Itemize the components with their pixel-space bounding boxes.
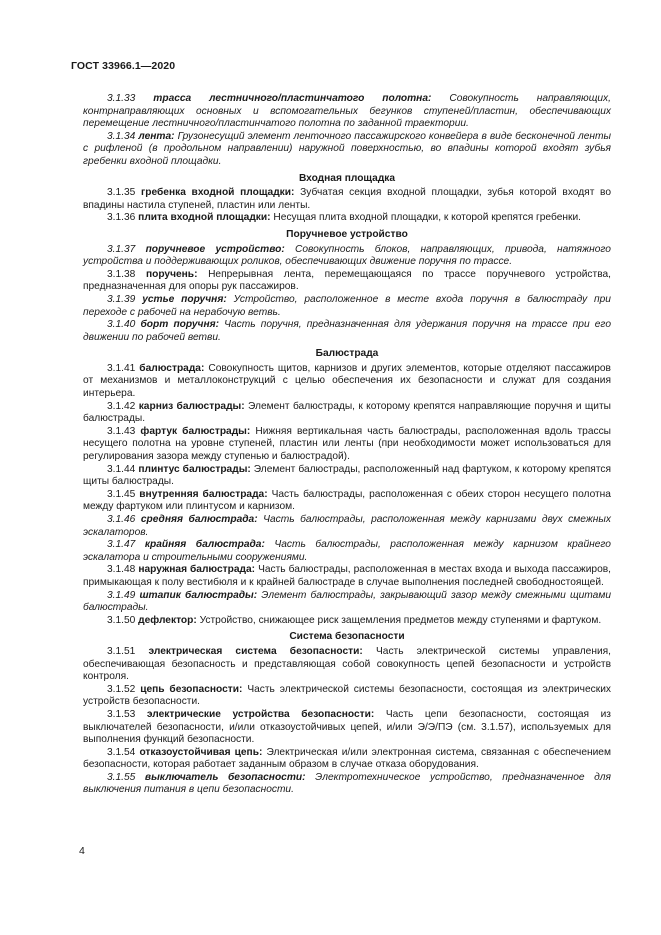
clause-number: 3.1.34 — [107, 130, 136, 142]
term-definition — [83, 539, 611, 564]
definition-text: Совокупность блоков, направляющих, привода, натяжного устройства и поддерживающих роликов, обеспечивающих движение поручня по трассе. — [83, 243, 611, 268]
definition-text: Устройство, расположенное в месте входа поручня в балюстраду при переходе с рабочей на нерабочую ветвь. — [83, 293, 611, 318]
definition-text: Электрическая и/или электронная система, связанная с обеспечением безопасности, которая работает заданным образом в случае отказа оборудования. — [83, 746, 611, 771]
definition-text: Совокупность щитов, карнизов и других элементов, которые отделяют пассажиров от механизмов и металлоконструкций с целью обеспечения их безопасности и служат для создания интерьера. — [83, 362, 611, 400]
clause-number: 3.1.48 — [107, 564, 136, 576]
term-definition — [83, 772, 611, 797]
document-header: ГОСТ 33966.1—2020 — [71, 60, 176, 72]
definition-text: Часть электрической системы безопасности, состоящая из электрических устройств безопасности. — [83, 683, 611, 708]
clause-number: 3.1.55 — [107, 771, 136, 783]
definition-text: Совокупность направляющих, контрнаправляющих основных и вспомогательных бегунков ступеней/пластин, обеспечивающих перемещение лестничного/пластинчатого полотна по заданной траектории. — [83, 93, 611, 130]
term-name: борт поручня: — [140, 319, 219, 331]
term-name: поручень: — [145, 268, 198, 280]
clause-number: 3.1.42 — [107, 400, 136, 412]
clause-number: 3.1.50 — [107, 614, 136, 626]
term-name: крайняя балюстрада: — [144, 539, 265, 551]
clause-number: 3.1.39 — [107, 293, 136, 305]
term-name: плита входной площадки: — [138, 212, 271, 224]
definition-text: Часть балюстрады, расположенная в местах входа и выхода пассажиров, примыкающая к полу вестибюля и к крайней балюстраде в случае выполнения последней свободностоящей. — [83, 564, 611, 588]
term-name: лента: — [138, 130, 175, 142]
term-definition — [83, 426, 611, 464]
term-name: отказоустойчивая цепь: — [139, 746, 263, 758]
clause-number: 3.1.35 — [107, 187, 136, 199]
definition-text: Элемент балюстрады, закрывающий зазор между смежными щитами балюстрады. — [83, 589, 611, 614]
term-definition — [83, 363, 611, 401]
term-name: балюстрада: — [139, 362, 205, 374]
term-name: штапик балюстрады: — [139, 589, 258, 601]
term-definition — [83, 464, 611, 489]
section-heading: Поручневое устройство — [286, 228, 408, 240]
clause-number: 3.1.37 — [107, 243, 136, 255]
term-definition — [83, 212, 611, 225]
term-definition — [83, 319, 611, 344]
page-number: 4 — [79, 845, 85, 857]
definition-text: Нижняя вертикальная часть балюстрады, расположенная вдоль трассы несущего полотна на уровне ступеней, пластин или ленты (при необходимости может использоваться для регулирования зазора между ступенью и балюстрадой). — [83, 425, 611, 463]
term-definition — [83, 93, 611, 131]
definition-text: Устройство, снижающее риск защемления предметов между ступенями и фартуком. — [199, 614, 602, 626]
term-name: электрическая система безопасности: — [148, 645, 363, 657]
term-name: плинтус балюстрады: — [138, 463, 251, 475]
clause-number: 3.1.33 — [107, 93, 136, 104]
term-name: карниз балюстрады: — [138, 400, 245, 412]
definition-text: Часть цепи безопасности, состоящая из выключателей безопасности, и/или отказоустойчивых цепей, и/или Э/Э/ПЭ (см. 3.1.57), используемых для выполнения функций безопасности. — [83, 708, 611, 746]
term-name: фартук балюстрады: — [140, 425, 251, 437]
clause-number: 3.1.40 — [107, 319, 136, 331]
definition-text: Несущая плита входной площадки, к которой крепятся гребенки. — [273, 212, 581, 224]
term-definition — [83, 244, 611, 269]
definition-text: Элемент балюстрады, расположенный над фартуком, к которому крепятся щиты балюстрады. — [83, 463, 611, 488]
term-definition — [83, 590, 611, 615]
term-definition — [83, 514, 611, 539]
definition-text: Элемент балюстрады, к которому крепятся направляющие поручня и щиты балюстрады. — [83, 400, 611, 425]
term-definition — [83, 564, 611, 589]
clause-number: 3.1.46 — [107, 514, 136, 525]
definition-text: Часть поручня, предназначенная для удержания поручня на трассе при его движении по рабочей ветви. — [83, 319, 611, 343]
term-name: выключатель безопасности: — [144, 771, 306, 783]
term-definition — [83, 709, 611, 747]
clause-number: 3.1.36 — [107, 212, 136, 224]
clause-number: 3.1.44 — [107, 463, 136, 475]
term-definition — [83, 646, 611, 684]
clause-number: 3.1.43 — [107, 425, 136, 437]
definition-text: Грузонесущий элемент ленточного пассажирского конвейера в виде бесконечной ленты с рифленой (в продольном направлении) наружной поверхностью, во впадины которой входят зубья гребенки входной площадки. — [83, 130, 611, 167]
definition-text: Электротехническое устройство, предназначенное для выключения питания в цепи безопасности. — [83, 771, 611, 796]
term-definition — [83, 684, 611, 709]
clause-number: 3.1.47 — [107, 539, 136, 551]
definition-text: Часть балюстрады, расположенная между карнизами двух смежных эскалаторов. — [83, 514, 611, 538]
section-heading: Входная площадка — [298, 172, 396, 184]
term-name: средняя балюстрада: — [140, 514, 258, 525]
definition-text: Непрерывная лента, перемещающаяся по трассе поручневого устройства, предназначенная для опоры рук пассажиров. — [83, 268, 611, 293]
term-name: трасса лестничного/пластинчатого полотна: — [153, 93, 432, 104]
term-name: дефлектор: — [138, 614, 197, 626]
term-name: электрические устройства безопасности: — [146, 708, 375, 720]
term-name: цепь безопасности: — [140, 683, 243, 695]
term-definition — [83, 294, 611, 319]
term-name: внутренняя балюстрада: — [139, 488, 268, 500]
term-name: устье поручня: — [142, 293, 227, 305]
definition-text: Часть балюстрады, расположенная с обеих сторон несущего полотна между фартуком или плинтусом и карнизом. — [83, 488, 611, 513]
term-definition — [83, 187, 611, 212]
document-body — [83, 93, 611, 797]
term-name: гребенка входной площадки: — [141, 187, 295, 199]
clause-number: 3.1.53 — [107, 708, 136, 720]
term-definition — [83, 489, 611, 514]
term-definition — [83, 615, 611, 628]
term-definition — [83, 269, 611, 294]
definition-text: Зубчатая секция входной площадки, зубья которой входят во впадины настила ступеней, пластин или ленты. — [83, 187, 612, 211]
clause-number: 3.1.52 — [107, 683, 136, 695]
term-definition — [83, 747, 611, 772]
section-heading: Система безопасности — [289, 631, 405, 643]
clause-number: 3.1.41 — [107, 362, 136, 374]
definition-text: Часть балюстрады, расположенная между карнизом крайнего эскалатора и строительными сооружениями. — [83, 539, 611, 563]
clause-number: 3.1.38 — [107, 268, 136, 280]
term-name: наружная балюстрада: — [138, 564, 256, 576]
definition-text: Часть электрической системы управления, обеспечивающая безопасность и представляющая собой совокупность цепей безопасности и устройств контроля. — [83, 645, 611, 683]
clause-number: 3.1.54 — [107, 746, 136, 758]
clause-number: 3.1.51 — [107, 645, 136, 657]
section-heading: Балюстрада — [315, 348, 379, 360]
clause-number: 3.1.49 — [107, 589, 136, 601]
clause-number: 3.1.45 — [107, 488, 136, 500]
term-definition — [83, 401, 611, 426]
term-name: поручневое устройство: — [145, 243, 285, 255]
term-definition — [83, 131, 611, 169]
